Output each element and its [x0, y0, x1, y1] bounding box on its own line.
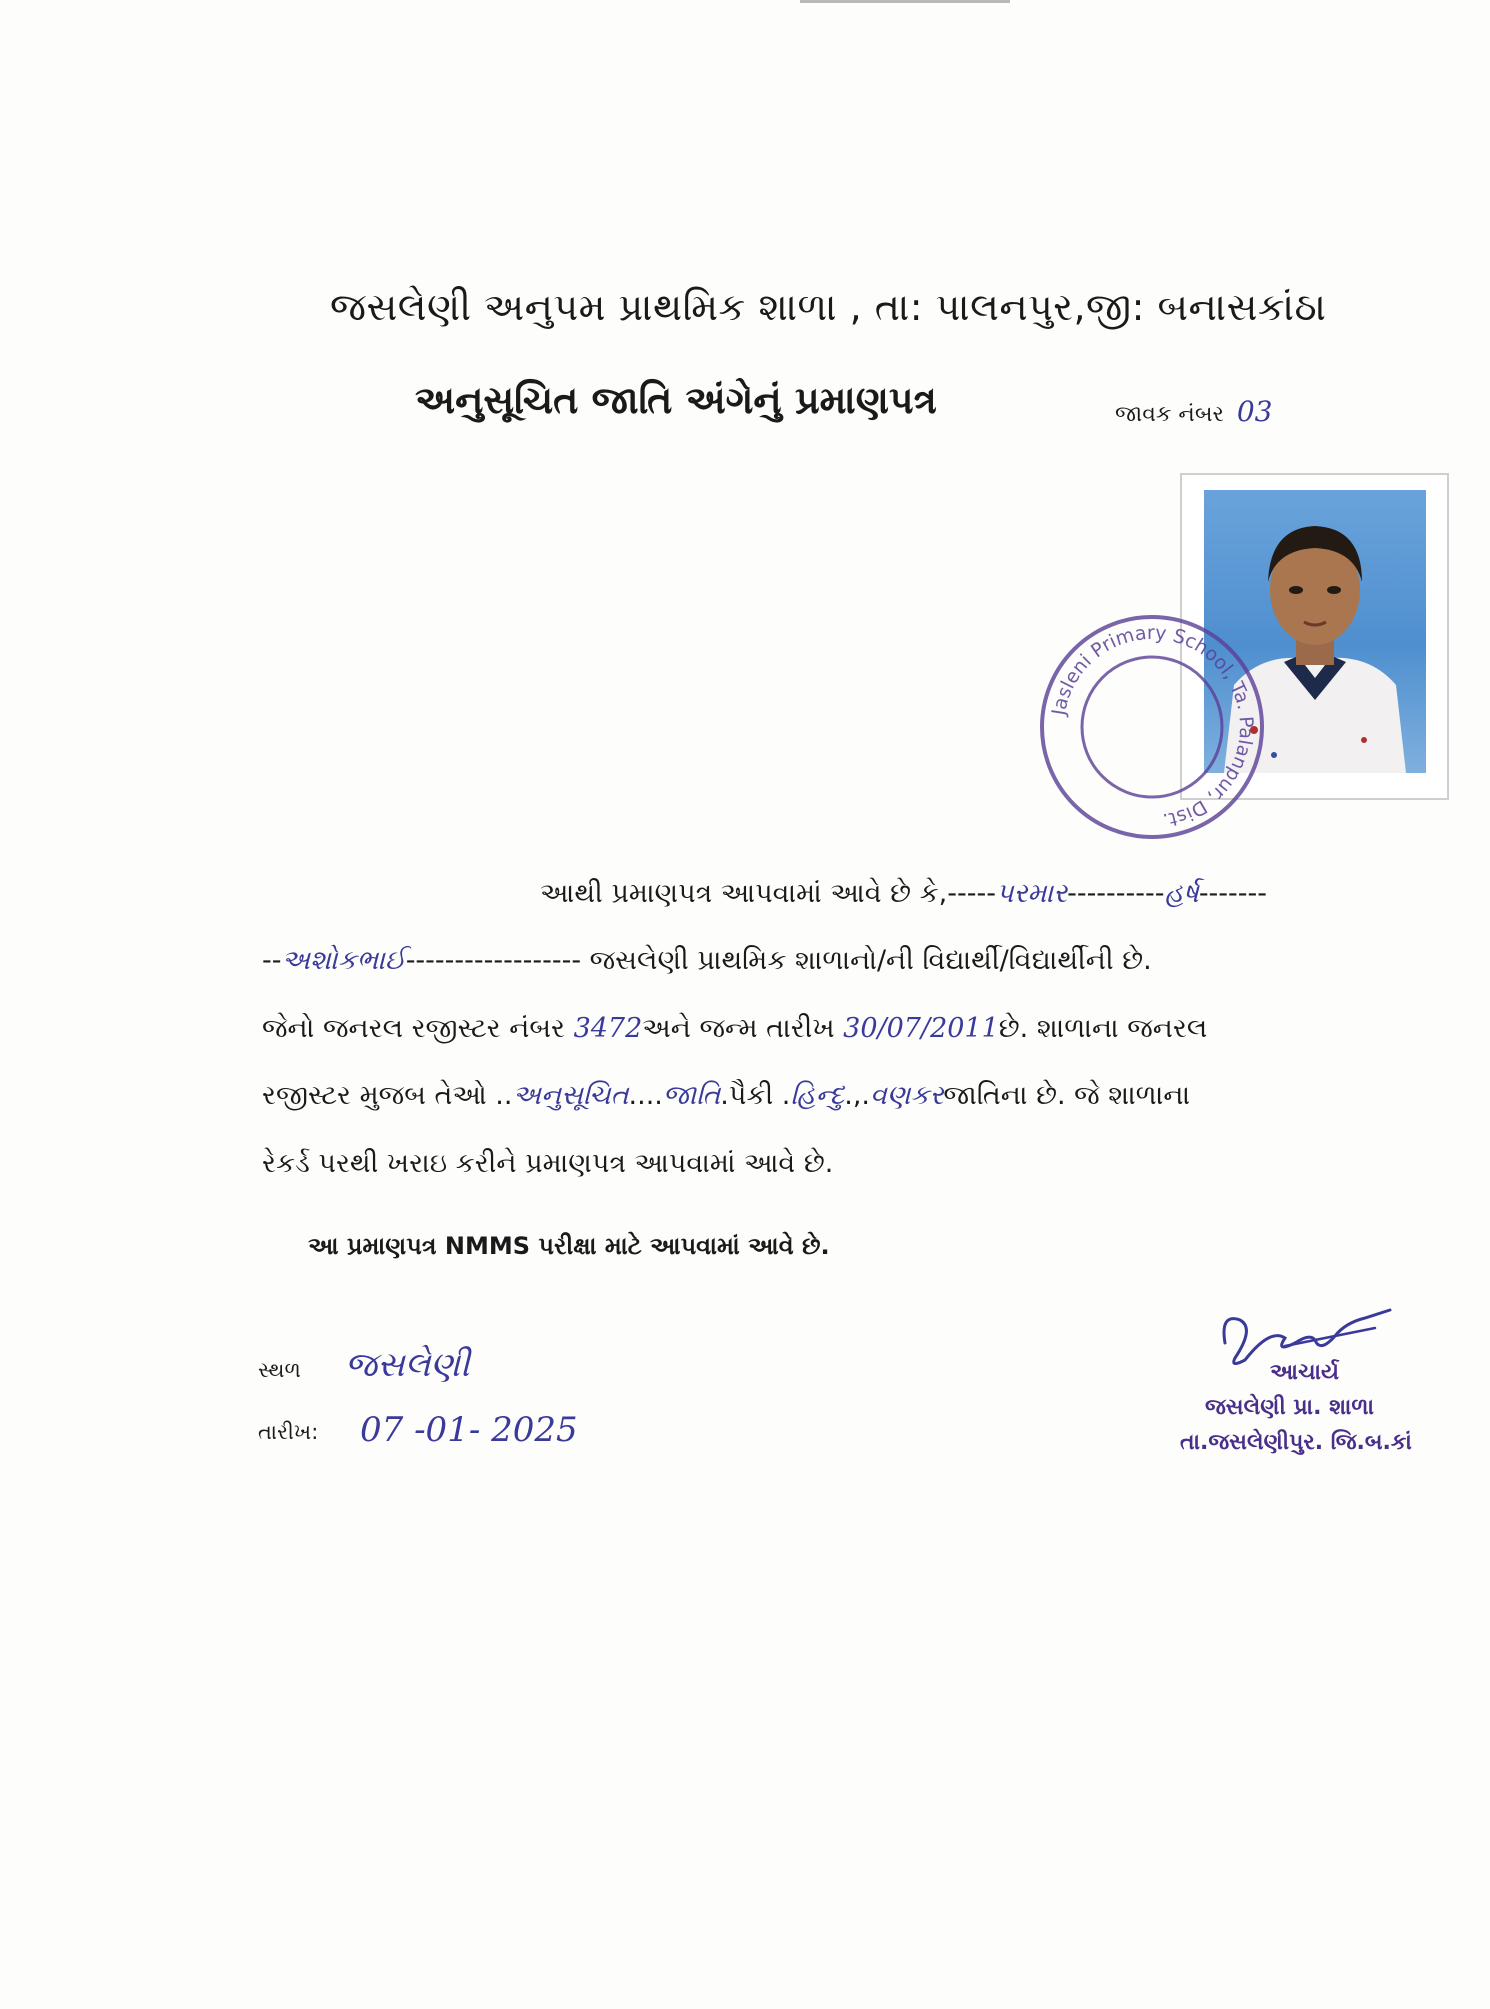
school-stamp	[1035, 610, 1270, 845]
line4-prefix: રજીસ્ટર મુજબ તેઓ ..	[262, 1080, 513, 1111]
svg-text:Jasleni Primary School, Ta. Pa	[1048, 622, 1257, 831]
body-line-2: --અશોકભાઈ------------------ જસલેણી પ્રાથમિક શાળાનો/ની વિદ્યાર્થી/વિદ્યાર્થીની છે.	[262, 945, 1152, 976]
inward-number-label: જાવક નંબર	[1115, 402, 1224, 427]
student-surname: પરમાર	[995, 878, 1068, 909]
caste-category: અનુસૂચિત	[512, 1080, 629, 1111]
caste-word: જાતિ	[662, 1080, 721, 1111]
line4-suffix: જાતિના છે. જે શાળાના	[943, 1080, 1191, 1111]
principal-role: આચાર્ય	[1270, 1360, 1339, 1385]
place-value: જસલેણી	[345, 1345, 470, 1385]
inward-number-value: 03	[1236, 395, 1273, 428]
line4-middle: પૈકી .	[728, 1080, 791, 1111]
line3-birth-label: અને જન્મ તારીખ	[642, 1013, 835, 1044]
line2-suffix: જસલેણી પ્રાથમિક શાળાનો/ની વિદ્યાર્થી/વિદ્યાર્થીની છે.	[589, 945, 1152, 976]
body-line-4: રજીસ્ટર મુજબ તેઓ ..અનુસૂચિત....જાતિ.પૈકી .હિન્દુ.,.વણકરજાતિના છે. જે શાળાના	[262, 1080, 1191, 1111]
body-line-3	[262, 1013, 1207, 1045]
line3-register-label: જેનો જનરલ રજીસ્ટર નંબર	[262, 1013, 565, 1044]
student-name: હર્ષ	[1164, 878, 1199, 909]
date-label: તારીખ:	[258, 1420, 319, 1444]
body-line-5: રેકર્ડ પરથી ખરાઇ કરીને પ્રમાણપત્ર આપવામાં આવે છે.	[262, 1148, 834, 1179]
line3-suffix: છે. શાળાના જનરલ	[998, 1013, 1208, 1044]
signature-taluka: તા.જસલેણીપુર. જિ.બ.કાં	[1180, 1430, 1412, 1455]
register-number: 3472	[573, 1013, 643, 1044]
date-value: 07 -01- 2025	[360, 1410, 578, 1450]
certificate-title: અનુસૂચિત જાતિ અંગેનું પ્રમાણપત્ર	[415, 378, 937, 422]
inward-number	[1115, 395, 1273, 428]
stamp-text: Jasleni Primary School, Ta. Palanpur, Dist.	[1047, 621, 1258, 832]
caste-name: વણકર	[870, 1080, 944, 1111]
body-line-1: આથી પ્રમાણપત્ર આપવામાં આવે છે કે,-----પરમાર----------હર્ષ-------	[540, 878, 1268, 909]
student-father-name: અશોકભાઈ	[281, 945, 406, 976]
place-label: સ્થળ	[258, 1358, 301, 1382]
line1-prefix: આથી પ્રમાણપત્ર આપવામાં આવે છે કે,	[540, 878, 948, 909]
purpose-line: આ પ્રમાણપત્ર NMMS પરીક્ષા માટે આપવામાં આવે છે.	[308, 1232, 830, 1260]
religion: હિન્દુ	[790, 1080, 845, 1111]
birth-date: 30/07/2011	[843, 1013, 999, 1044]
scan-edge-mark	[800, 0, 1010, 3]
school-header: જસલેણી અનુપમ પ્રાથમિક શાળા , તા: પાલનપુર,જી: બનાસકાંઠા	[330, 285, 1327, 329]
signature-school: જસલેણી પ્રા. શાળા	[1205, 1395, 1374, 1420]
